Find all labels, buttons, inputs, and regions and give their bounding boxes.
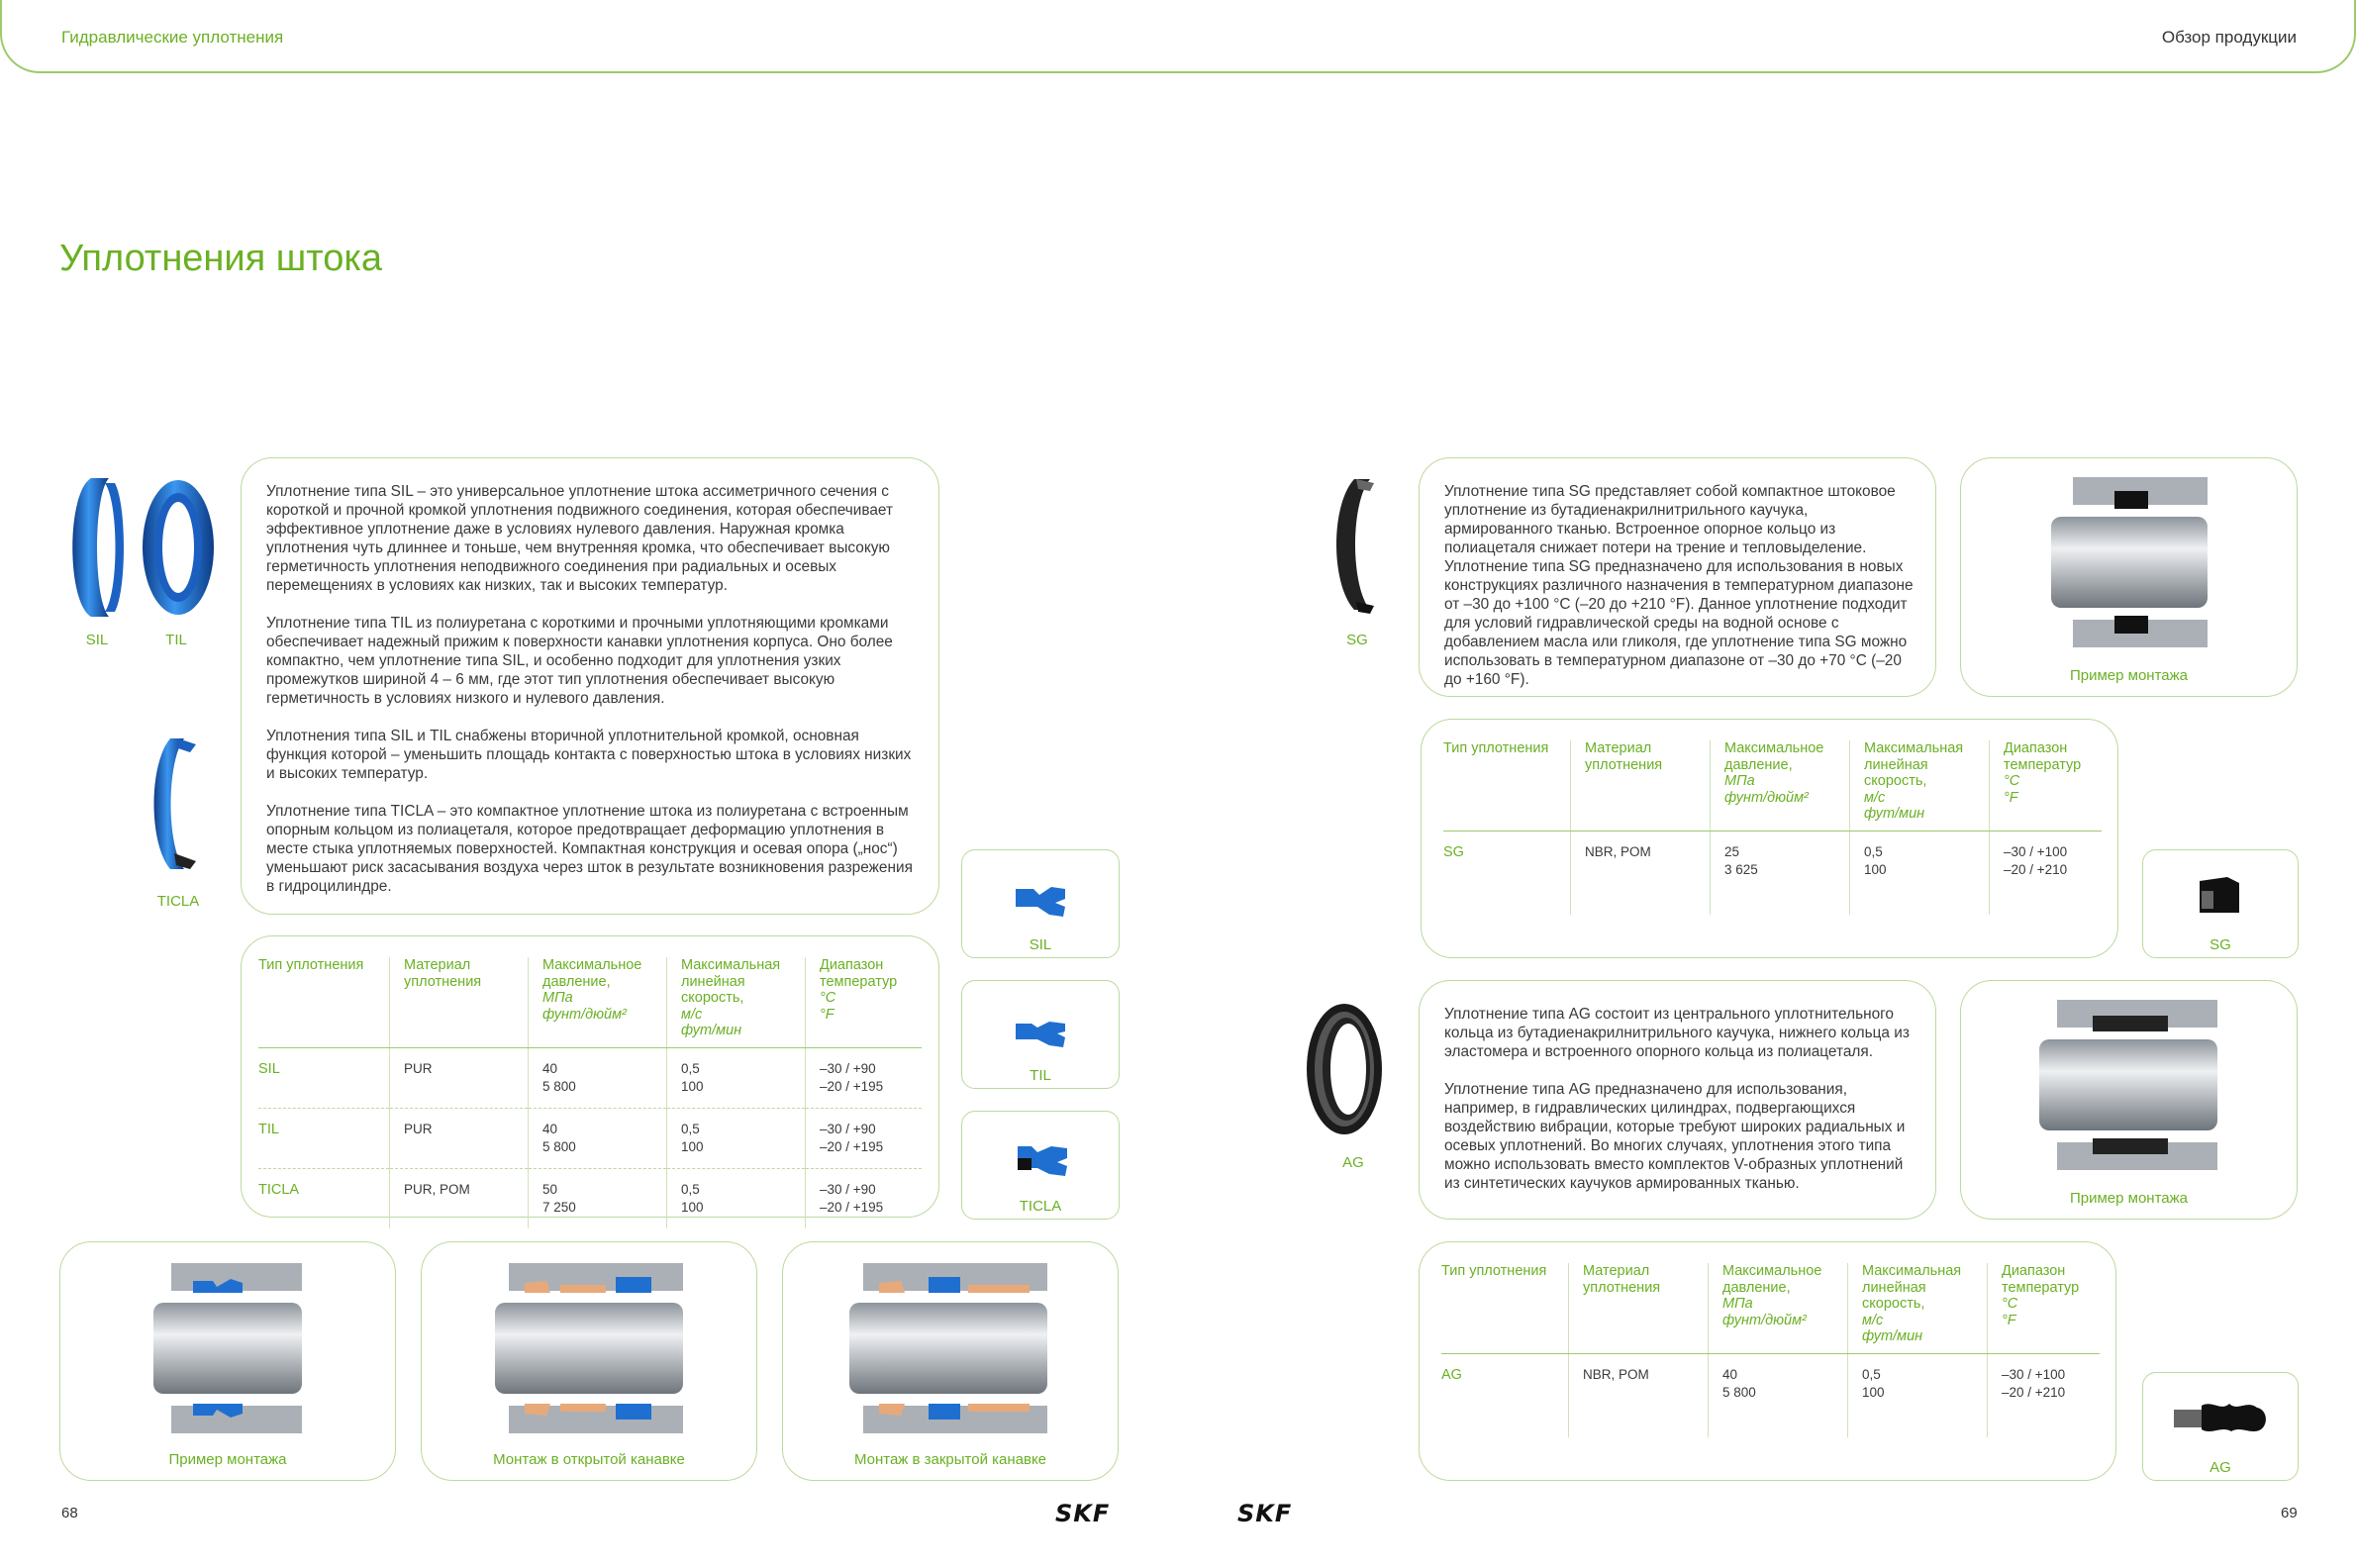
open-groove-caption: Монтаж в открытой канавке — [493, 1451, 685, 1468]
ticla-description: Уплотнение типа TICLA – это компактное уплотнение штока из полиуретана с встроенным опорным кольцом из полиацеталя, которое предотвращает деформацию уплотнения в месте стыка уплотняемых поверхностей. Компактная конструкция и осевая опора („нос“) уменьшают риск засасывания воздуха через шток в результате возникновения разрежения в гидроцилиндре. — [266, 803, 913, 895]
secondary-lip-description: Уплотнения типа SIL и TIL снабжены вторичной уплотнительной кромкой, основная функция которой – уменьшить площадь контакта с поверхностью штока в условиях низких и высоких температур. — [266, 728, 912, 782]
col-type: Тип уплотнения — [258, 957, 390, 1047]
header-frame — [0, 0, 2356, 73]
sg-description: Уплотнение типа SG представляет собой компактное штоковое уплотнение из бутадиенакрилнитрильного каучука, армированного тканью. Встроенное опорное кольцо из полиацеталя снижает потери на трение и тепловыделение. Уплотнение типа SG предназначено для использования в новых конструкциях различного назначения в температурном диапазоне от –30 до +100 °C (–20 до +210 °F). Данное уплотнение подходит для условий гидравлической среды на водной основе с добавлением масла или гликоля, где уплотнение типа SG можно использовать в температурном диапазоне от –30 до +70 °C (–20 до +160 °F). — [1444, 483, 1914, 688]
sg-profile-icon — [2198, 875, 2241, 917]
left-spec-table — [258, 957, 922, 1228]
sg-label: SG — [1346, 632, 1368, 648]
til-description: Уплотнение типа TIL из полиуретана с короткими и прочными уплотняющими кромками обеспечивает надежный прижим к поверхности канавки уплотнения корпуса. Оно более компактно, чем уплотнение типа SIL, и особенно подходит для уплотнения узких промежутков шириной 4 – 6 мм, где этот тип уплотнения обеспечивает высокую герметичность в условиях низкого и нулевого давления. — [266, 615, 893, 707]
ag-seal-image — [1303, 1000, 1382, 1138]
ag-spec-table: Тип уплотнения Материал уплотнения Максимальное давление, МПа фунт/дюйм² Максимальная линейная скорость, м/с фут/мин Диапазон температур °C °F AG NBR, POM 40 5 800 0,5 100 –30 / +100 –20 / +210 — [1441, 1263, 2100, 1437]
til-profile-label: TIL — [1030, 1067, 1051, 1084]
closed-groove-caption: Монтаж в закрытой канавке — [853, 1451, 1047, 1468]
til-seal-image — [139, 475, 218, 620]
sil-profile-icon — [1014, 885, 1067, 919]
sg-spec-table: Тип уплотнения Материал уплотнения Максимальное давление, МПа фунт/дюйм² Максимальная линейная скорость, м/с фут/мин Диапазон температур °C °F SG NBR, POM 25 3 625 0,5 100 –30 / +100 –20 / +210 — [1443, 740, 2102, 915]
skf-logo-right: SKF — [1237, 1500, 1293, 1527]
ticla-profile-icon — [1014, 1142, 1069, 1182]
ag-profile-label: AG — [2210, 1459, 2231, 1476]
sg-mount-caption: Пример монтажа — [2069, 667, 2189, 684]
table-row: SIL PUR 40 5 800 0,5 100 –30 / +90 –20 / +195 — [258, 1047, 922, 1108]
ag-description-box — [1419, 980, 1936, 1220]
ag-mount-drawing — [2039, 1000, 2217, 1170]
table-row: TIL PUR 40 5 800 0,5 100 –30 / +90 –20 / +195 — [258, 1108, 922, 1168]
table-row: TICLA PUR, POM 50 7 250 0,5 100 –30 / +90 –20 / +195 — [258, 1168, 922, 1228]
col-pressure: Максимальное давление, МПа фунт/дюйм² — [529, 957, 667, 1047]
sg-mount-drawing — [2051, 477, 2208, 647]
page-number-left: 68 — [61, 1505, 78, 1521]
left-description-box — [241, 457, 939, 915]
ag-description-1: Уплотнение типа AG состоит из центрального уплотнительного кольца из бутадиенакрилнитрильного каучука, нижнего кольца из эластомера и встроенного опорного кольца из полиацеталя. — [1444, 1006, 1910, 1060]
open-groove-drawing — [495, 1263, 683, 1433]
col-speed: Максимальная линейная скорость, м/с фут/мин — [667, 957, 806, 1047]
sil-description: Уплотнение типа SIL – это универсальное уплотнение штока ассиметричного сечения с короткой и прочной кромкой уплотнения подвижного соединения, которая обеспечивает эффективное уплотнение даже в условиях нулевого давления. Наружная кромка уплотнения чуть длиннее и тоньше, чем внутренняя кромка, что обеспечивает высокую герметичность уплотнения неподвижного соединения при радиальных и осевых перемещениях в условиях как низких, так и высоких температур. — [266, 483, 894, 594]
ticla-label: TICLA — [156, 893, 200, 910]
table-row: AG NBR, POM 40 5 800 0,5 100 –30 / +100 –20 / +210 — [1441, 1353, 2100, 1437]
ag-mount-caption: Пример монтажа — [2069, 1190, 2189, 1207]
sil-seal-image — [61, 473, 141, 622]
skf-logo-left: SKF — [1055, 1500, 1111, 1527]
page-number-right: 69 — [2281, 1505, 2298, 1521]
til-label: TIL — [165, 632, 187, 648]
sg-seal-image — [1326, 475, 1376, 614]
closed-groove-drawing — [849, 1263, 1047, 1433]
mount-example-caption: Пример монтажа — [168, 1451, 287, 1468]
ag-description-2: Уплотнение типа AG предназначено для использования, например, в гидравлических цилиндрах, подвергающихся воздействию вибрации, которые требуют широких радиальных и осевых уплотнений. Во многих случаях, уплотнения этого типа можно использовать вместо комплектов V-образных уплотнений из синтетических каучуков армированных тканью. — [1444, 1081, 1906, 1192]
page-title: Уплотнения штока — [59, 238, 382, 279]
sil-label: SIL — [85, 632, 109, 648]
mount-example-drawing — [153, 1263, 302, 1433]
ag-profile-icon — [2172, 1400, 2271, 1435]
col-temp: Диапазон температур °C °F — [806, 957, 923, 1047]
section-title: Гидравлические уплотнения — [61, 28, 284, 47]
ticla-seal-image — [145, 735, 204, 873]
sg-description-box — [1419, 457, 1936, 697]
sg-profile-label: SG — [2210, 936, 2231, 953]
col-material: Материал уплотнения — [390, 957, 529, 1047]
ticla-profile-label: TICLA — [1019, 1198, 1062, 1215]
ag-label: AG — [1342, 1154, 1364, 1171]
sil-profile-label: SIL — [1029, 936, 1052, 953]
til-profile-icon — [1014, 1018, 1067, 1049]
chapter-title: Обзор продукции — [2161, 28, 2297, 47]
table-row: SG NBR, POM 25 3 625 0,5 100 –30 / +100 –20 / +210 — [1443, 831, 2102, 915]
